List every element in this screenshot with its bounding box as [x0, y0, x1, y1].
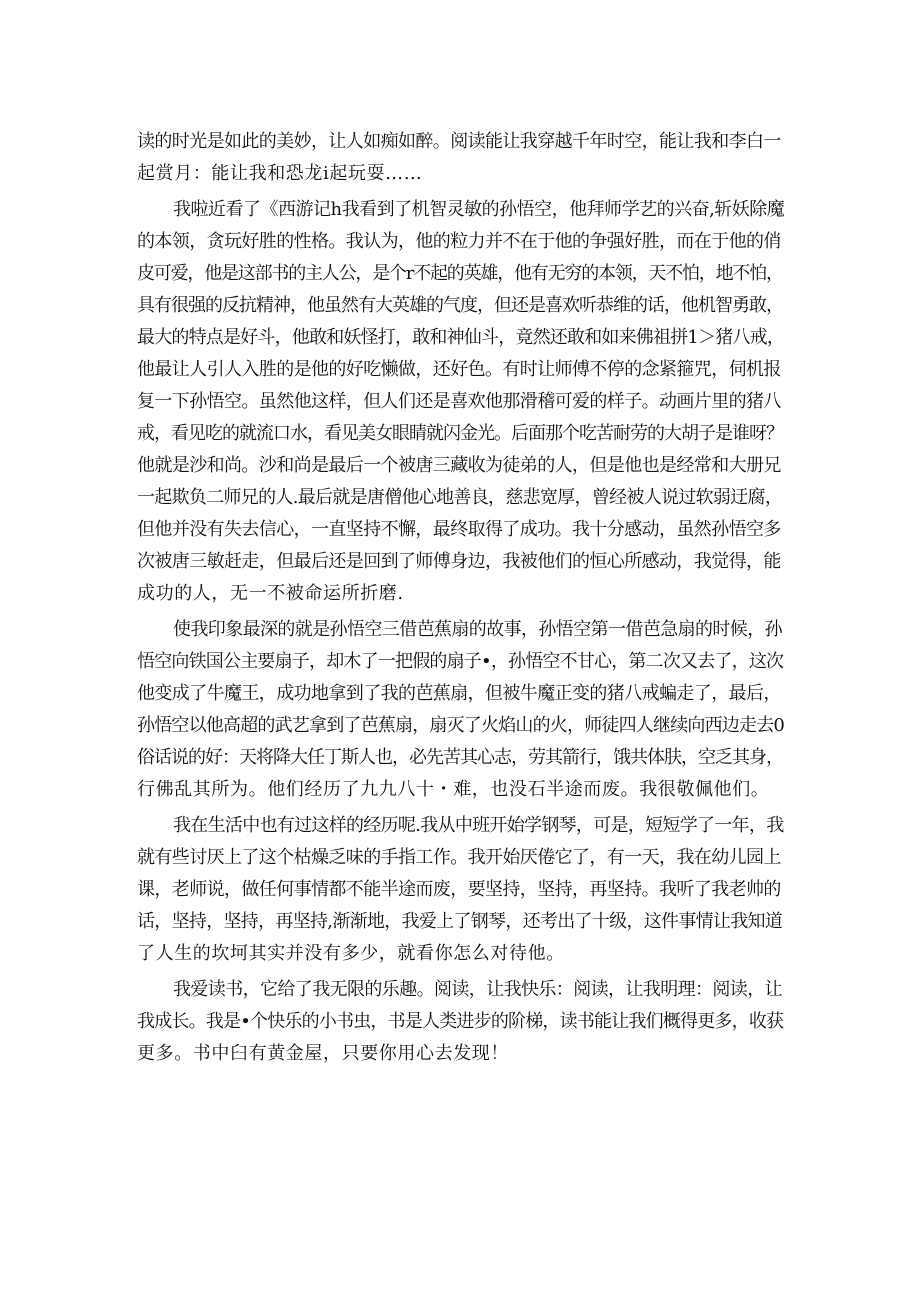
- paragraph-journey-to-the-west: [137, 194, 785, 610]
- text-line: 俗话说的好：天将降大任丁斯人也，必先苦其心志，劳其箭行，饿共体肤，空乏其身，: [137, 747, 783, 768]
- text-line: 一起欺负二师兄的人.最后就是唐僧他心地善良，慈悲宽厚，曾经被人说过软弱迂腐，: [137, 487, 783, 508]
- text-line: 孙悟空以他高超的武艺拿到了芭蕉扇，扇灭了火焰山的火，师徒四人继续向西边走去0: [137, 715, 785, 736]
- text-line: 我成长。我是•个快乐的小书虫，书是人类进步的阶梯，读书能让我们概得更多，收获: [137, 1011, 784, 1032]
- text-line: 皮可爱，他是这部书的主人公，是个r不起的英雄，他有无穷的本领，天不怕，地不怕，: [137, 263, 783, 284]
- paragraph-conclusion: [137, 974, 782, 1070]
- paragraph-intro: [137, 126, 782, 190]
- text-line: 课，老师说，做任何事情都不能半途而废，要坚持，坚持，再坚持。我听了我老帅的: [137, 879, 781, 900]
- text-line: 复一下孙悟空。虽然他这样，但人们还是喜欢他那滑稽可爱的样子。动画片里的猪八: [137, 391, 781, 412]
- text-line: 他最让人引人入胜的是他的好吃懒做，还好色。有时让师傅不停的念紧箍咒，伺机报: [137, 359, 781, 380]
- text-line: 成功的人，无一不被命运所折磨.: [137, 583, 404, 604]
- text-line: 戒，看见吃的就流口水，看见美女眼睛就闪金光。后面那个吃苦耐劳的大胡子是谁呀？: [137, 423, 783, 444]
- text-line: 起赏月：能让我和恐龙i起玩耍……: [137, 163, 423, 184]
- text-line: 他就是沙和尚。沙和尚是最后一个被唐三藏收为徒弟的人，但是他也是经常和大册兄: [137, 455, 781, 476]
- text-line: 话，坚持，坚持，再坚持,渐渐地，我爱上了钢琴，还考出了十级，这件事情让我知道: [137, 911, 783, 932]
- text-line: 我爱读书，它给了我无限的乐趣。阅读，让我快乐：阅读，让我明理：阅读，让: [173, 979, 782, 1000]
- text-line: 使我印象最深的就是孙悟空三借芭蕉扇的故事，孙悟空第一借芭急扇的时候，孙: [173, 619, 782, 640]
- text-line: 了人生的坎坷其实并没有多少，就看你怎么对待他。: [137, 943, 565, 964]
- text-line: 的本领，贪玩好胜的性格。我认为，他的粒力并不在于他的争强好胜，而在于他的俏: [137, 231, 781, 252]
- text-line: 就有些讨厌上了这个枯燥乏味的手指工作。我开始厌倦它了，有一天，我在幼儿园上: [137, 847, 781, 868]
- text-line: 更多。书中臼有黄金屋，只要你用心去发现！: [137, 1043, 509, 1064]
- paragraph-banana-fan: [137, 614, 785, 806]
- essay-body: [137, 126, 785, 1074]
- text-line: 我在生活中也有过这样的经历呢.我从中班开始学钢琴，可是，短短学了一年，我: [173, 815, 784, 836]
- paragraph-piano: [137, 810, 782, 970]
- text-line: 具有很强的反抗精神，他虽然有大英雄的气度，但还是喜欢听恭维的话，他机智勇敢，: [137, 295, 783, 316]
- text-line: 行佛乱其所为。他们经历了九九八十・难，也没石半途而废。我很敬佩他们。: [137, 779, 770, 800]
- text-line: 最大的特点是好斗，他敢和妖怪打，敢和神仙斗，竟然还敢和如来佛祖拼1＞猪八戒，: [137, 327, 785, 348]
- text-line: 次被唐三敏赶走，但最后还是回到了师傅身边，我被他们的恒心所感动，我觉得，能: [137, 551, 781, 572]
- text-line: 我啦近看了《西游记h我看到了机智灵敏的孙悟空，他拜师学艺的兴奋,斩妖除魔: [173, 199, 785, 220]
- text-line: 他变成了牛魔王，成功地拿到了我的芭蕉扇，但被牛魔正变的猪八戒蝙走了，最后，: [137, 683, 781, 704]
- text-line: 读的时光是如此的美妙，让人如痴如醉。阅读能让我穿越千年时空，能让我和李白一: [137, 131, 781, 152]
- text-line: 但他并没有失去信心，一直坚持不懈，最终取得了成功。我十分感动，虽然孙悟空多: [137, 519, 781, 540]
- text-line: 悟空向铁国公主要扇子，却木了一把假的扇子•，孙悟空不甘心，第二次又去了，这次: [137, 651, 784, 672]
